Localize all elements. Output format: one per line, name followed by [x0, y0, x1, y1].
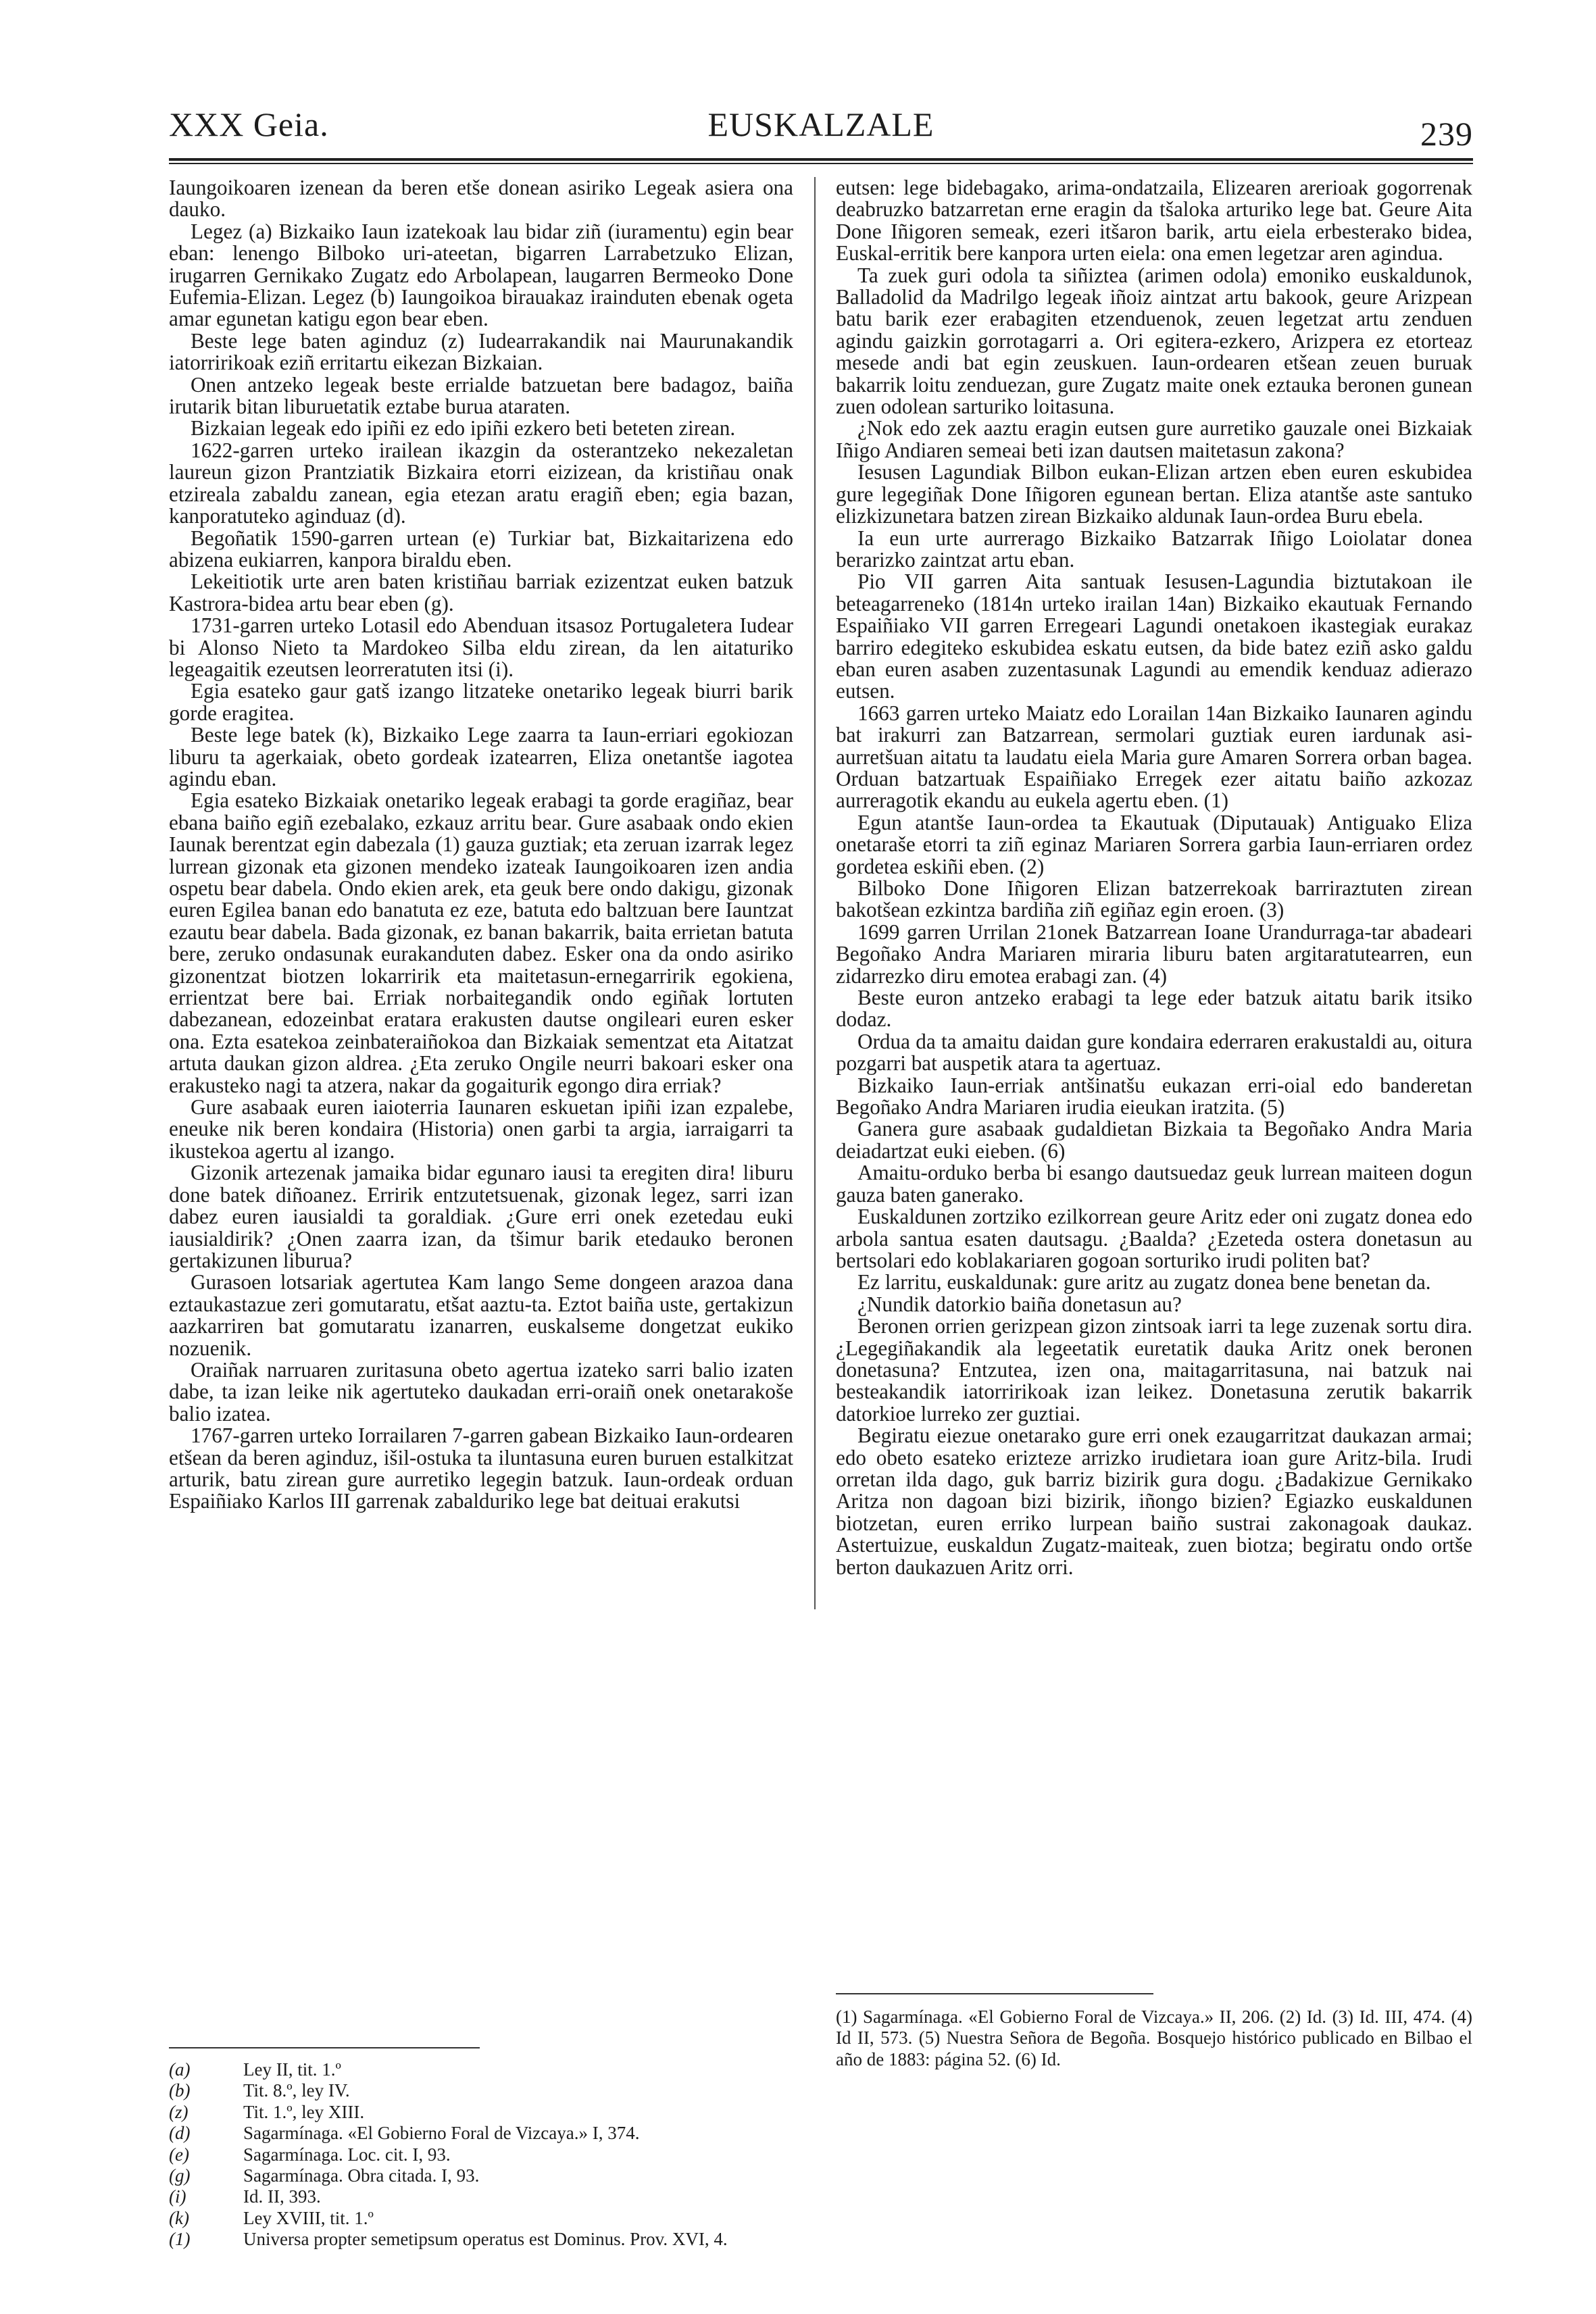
- footnote-mark: (i): [169, 2186, 186, 2207]
- paragraph: Egia esateko gaur gatš izango litzateke onetariko legeak biurri barik gorde eragitea.: [169, 679, 793, 725]
- footnote-text: Id. II, 393.: [243, 2186, 321, 2207]
- paragraph: Begiratu eiezue onetarako gure erri onek ezaugarritzat daukazan armai; edo obeto esateko erizteze arrizko irudietara ioan gure Aritz-bila. Irudi orretan ilda dago, guk barriz bizirik gura dogu. ¿Badakizue Gernikako Aritza non dagoan bizi bizirik, iñongo bizien? Egiazko euskaldunen biotzetan, euren erriko lurpean baiño sustrai zakonagoak daukaz. Astertuizue, euskaldun Zugatz-maiteak, zuen biotza; begiratu ondo ortše berton daukazuen Aritz orri.: [836, 1424, 1472, 1579]
- paragraph: Beste euron antzeko erabagi ta lege eder batzuk aitatu barik itsiko dodaz.: [836, 986, 1472, 1032]
- paragraph: Onen antzeko legeak beste errialde batzuetan bere badagoz, baiña irutarik bitan liburuetatik eztabe burua ataraten.: [169, 372, 793, 419]
- footnote-text: Ley XVIII, tit. 1.º: [243, 2207, 374, 2228]
- footnote: [169, 2208, 793, 2229]
- paragraph: Oraiñak narruaren zuritasuna obeto agertua izateko sarri balio izaten dabe, ta izan leike nik agertuteko daukadan erri-oraiñ onek onetarakoše balio izatea.: [169, 1357, 793, 1426]
- footnote-mark: (b): [169, 2080, 191, 2101]
- right-column: [836, 177, 1472, 1578]
- paragraph: 1699 garren Urrilan 21onek Batzarrean Ioane Urandurraga-tar abadeari Begoñako Andra Mariaren miraria liburu baten argitaratutearren, eun zidarrezko diru emotea erabagi zan. (4): [836, 920, 1472, 988]
- footnote-mark: (z): [169, 2101, 189, 2122]
- left-footnotes: [169, 2059, 793, 2250]
- footnote-text: Tit. 1.º, ley XIII.: [243, 2101, 365, 2122]
- paragraph: Beronen orrien gerizpean gizon zintsoak iarri ta lege zuzenak sortu dira. ¿Legegiñakandik ala legeetatik euretatik dauka Aritz onek beronen donetasuna? Entzutea, izen ona, maitagarritasuna, nai batzuk nai besteakandik iatorririkoak izan leikez. Donetasuna zerutik bakarrik datorkioe lurreko zer guztiai.: [836, 1314, 1472, 1426]
- paragraph: Bizkaian legeak edo ipiñi ez edo ipiñi ezkero beti beteten zirean.: [191, 416, 736, 441]
- paragraph: Iesusen Lagundiak Bilbon eukan-Elizan artzen eben euren eskubidea gure legegiñak Done Iñigoren egunean bertan. Eliza atantše aste santuko elizkizunetara batzen zirean Bizkaiko aldunak Iaun-ordea Buru ebela.: [836, 460, 1472, 528]
- footnote-text: Ley II, tit. 1.º: [243, 2059, 341, 2080]
- paragraph: 1731-garren urteko Lotasil edo Abenduan itsasoz Portugaletera Iudear bi Alonso Nieto ta Mardokeo Silba eldu zirean, da len aitaturiko legeagaitik ezeutsen leorreratuten itsi (i).: [169, 613, 793, 681]
- paragraph: Ez larritu, euskaldunak: gure aritz au zugatz donea bene benetan da.: [857, 1270, 1431, 1294]
- footnote: [169, 2165, 793, 2186]
- footnote-mark: (d): [169, 2123, 191, 2144]
- header-left: XXX Geia.: [169, 105, 329, 143]
- paragraph: Ganera gure asabaak gudaldietan Bizkaia ta Begoñako Andra Maria deiadartzat euki eieben. (6): [836, 1117, 1472, 1163]
- footnote-rule-left: [169, 2047, 480, 2048]
- paragraph: Egun atantše Iaun-ordea ta Ekautuak (Diputauak) Antiguako Eliza onetaraše etorri ta ziñ eginaz Mariaren Sorrera garbia Iaun-erriaren ordez gordetea eskiñi eben. (2): [836, 810, 1472, 878]
- footnote-mark: (k): [169, 2207, 189, 2228]
- footnote: [169, 2123, 793, 2144]
- footnote: [169, 2080, 793, 2101]
- paragraph: Beste lege baten aginduz (z) Iudearrakandik nai Maurunakandik iatorririkoak eziñ erritartu eikezan Bizkaian.: [169, 328, 793, 375]
- header-title: EUSKALZALE: [707, 105, 934, 143]
- footnote-rule-right: [836, 1993, 1153, 1994]
- paragraph: ¿Nundik datorkio baiña donetasun au?: [857, 1292, 1182, 1316]
- paragraph: Amaitu-orduko berba bi esango dautsuedaz geuk lurrean maiteen dogun gauza baten ganerako.: [836, 1161, 1472, 1207]
- paragraph: ¿Nok edo zek aaztu eragin eutsen gure aurretiko gauzale onei Bizkaiak Iñigo Andiaren semeai beti izan dautsen maitetasun zakona?: [836, 416, 1472, 462]
- paragraph: Begoñatik 1590-garren urtean (e) Turkiar bat, Bizkaitarizena edo abizena eukiarren, kanpora biraldu eben.: [169, 526, 793, 572]
- paragraph: Beste lege batek (k), Bizkaiko Lege zaarra ta Iaun-erriari egokiozan liburu ta agerkaiak, obeto gordeak izatearren, Eliza onetantše iagotea agindu eban.: [169, 723, 793, 790]
- paragraph: Legez (a) Bizkaiko Iaun izatekoak lau bidar ziñ (iuramentu) egin bear eban: lenengo Bilboko uri-ateetan, bigarren Larrabetzuko Elizan, irugarren Gernikako Zugatz edo Arbolapean, laugarren Bermeoko Done Eufemia-Elizan. Legez (b) Iaungoikoa birauakaz irainduten ebenak ogeta amar egunetan katigu egon bear eben.: [169, 219, 793, 331]
- paragraph: Pio VII garren Aita santuak Iesusen-Lagundia biztutakoan ile beteagarreneko (1814n urteko irailan 14an) Bizkaiko ekautuak Fernando Espaiñiako VII garren Erregeari Lagundi onetakoen ikastegiak eurakaz barriro edegiteko eskubidea eskatu eutsen, da bide batez eziñ asko galdu eban euren asaben zuzentasunak Lagundi au emendik kenduaz adierazo eutsen.: [836, 570, 1472, 703]
- paragraph: Egia esateko Bizkaiak onetariko legeak erabagi ta gorde eragiñaz, bear ebana baiño egiñ ezebalako, ezkauz arritu bear. Gure asabaak ondo ekien Iaunak berentzat egin dabezala (1) gauza guztiak; eta zeruan izarrak legez lurrean gizonak eta gizonen mendeko izateak Iaungoikoaren izen andia ospetu bear dabela. Ondo ekien arek, eta geuk bere ondo dakigu, gizonak euren Egilea banan edo banatuta ez eze, batuta edo baltzuan bere Iauntzat ezautu bear dabela. Bada gizonak, ez banan bakarrik, baita errietan batuta bere, zeruko ondasunak eurakanduten dabez. Esker ona da ondo asiriko gizonentzat biotzen lokarririk eta maitetasun-ernegarririk egokiena, errientzat bere bai. Erriak norbaitegandik ondo egiñak lortuten dabezanean, edozeinbat eratara erakusten dautse ongileari euren esker ona. Ezta esatekoa zeinbateraiñokoa dan Bizkaiak sementzat eta Aitatzat artuta daukan gizon aldrea. ¿Eta zeruko Ongile neurri bakoari esker ona erakusteko nagi ta atzera, nakar da gogaiturik egongo dira erriak?: [169, 788, 793, 1097]
- footnote-text: Universa propter semetipsum operatus est Dominus. Prov. XVI, 4.: [243, 2229, 728, 2250]
- footnote-mark: (e): [169, 2144, 189, 2165]
- footnote-mark: (1): [169, 2229, 191, 2250]
- paragraph: Ia eun urte aurrerago Bizkaiko Batzarrak Iñigo Loiolatar donea berarizko zaintzat artu eban.: [836, 526, 1472, 572]
- footnote: [169, 2102, 793, 2123]
- footnote-text: Sagarmínaga. Loc. cit. I, 93.: [243, 2144, 451, 2165]
- paragraph: Gure asabaak euren iaioterria Iaunaren eskuetan ipiñi izan ezpalebe, eneuke nik beren kondaira (Historia) onen garbi ta argia, iarraigarri ta ikustekoa agertu al izango.: [169, 1095, 793, 1163]
- paragraph: 1767-garren urteko Iorrailaren 7-garren gabean Bizkaiko Iaun-ordearen etšean da beren aginduz, išil-ostuka ta iluntasuna euren buruen estalkitzat arturik, batu zirean gure aurretiko legegin batzuk. Iaun-ordeak orduan Espaiñiako Karlos III garrenak zabalduriko lege bat deituai erakutsi: [169, 1424, 793, 1513]
- paragraph: Ta zuek guri odola ta siñiztea (arimen odola) emoniko euskaldunok, Balladolid da Madrilgo legeak iñoiz aintzat artu bakook, geure Arizpean batu barik ezer erabagiten etzenduenok, zeuen legetzat artu zenduen agindu gaizkin gorrotagarri a. Ori egitera-ezkero, Arizpera ez etorteaz mesede andi bat egin zeuskuen. Iaun-ordearen etšean zeuen buruak bakarrik loitu zenduezan, gure Zugatz maite onek eztauka beronen gunean zuen odolean sarturiko loitasuna.: [836, 263, 1472, 419]
- running-header: [169, 105, 1473, 159]
- paragraph: Ordua da ta amaitu daidan gure kondaira ederraren erakustaldi au, oitura pozgarri bat auspetik atara ta agertuaz.: [836, 1029, 1472, 1076]
- page-number: 239: [1420, 115, 1473, 153]
- header-rule-thick: [169, 158, 1473, 161]
- paragraph: Iaungoikoaren izenean da beren etše donean asiriko Legeak asiera ona dauko.: [169, 176, 793, 222]
- paragraph: Gizonik artezenak jamaika bidar egunaro iausi ta eregiten dira! liburu done batek diñoanez. Erririk entzutetsuenak, gizonak legez, sarri izan dabez euren iausialdi ta goraldiak. ¿Gure erri onek ezetedau euki iausialdirik? ¿Onen zaarra izan, da tšimur barik etedauko beronen gertakizunen liburua?: [169, 1161, 793, 1272]
- paragraph: Bilboko Done Iñigoren Elizan batzerrekoak barriraztuten zirean bakotšean ezkintza bardiña ziñ egiñaz egin eroen. (3): [836, 876, 1472, 922]
- paragraph: eutsen: lege bidebagako, arima-ondatzaila, Elizearen arerioak gogorrenak deabruzko batzarretan erne eragin da tšaloka arturiko lege bat. Geure Aita Done Iñigoren semeak, ezeri itšaron barik, artu eiela erbesterako bidea, Euskal-erritik bere kanpora urten eiela: ona emen legetzar aren agindua.: [836, 176, 1472, 266]
- footnote-text: (1) Sagarmínaga. «El Gobierno Foral de Vizcaya.» II, 206. (2) Id. (3) Id. III, 474. (4) Id II, 573. (5) Nuestra Señora de Begoña. Bosquejo histórico publicado en Bilbao el año de 1883: página 52. (6) Id.: [836, 2007, 1472, 2069]
- footnote-mark: (g): [169, 2165, 191, 2186]
- paragraph: 1663 garren urteko Maiatz edo Lorailan 14an Bizkaiko Iaunaren agindu bat irakurri zan Batzarrean, sermolari guztiak euren iardunak asi-aurretšuan aitatu ta laudatu eiela Maria gure Amaren Sorrera orban bagea. Orduan batzartuak Espaiñiako Erregek ezer aitatu baiño azkozaz aurreragotik ekandu au eukela agertu eben. (1): [836, 701, 1472, 813]
- paragraph: 1622-garren urteko irailean ikazgin da osterantzeko nekezaletan laureun gizon Prantziatik Bizkaira etorri eizizean, da kristiñau onak etzireala zabaldu zanean, egia etezan aratu eragiñ eben; egia bazan, kanporatuteko aginduaz (d).: [169, 438, 793, 528]
- footnote-mark: (a): [169, 2059, 191, 2080]
- footnote: [169, 2186, 793, 2207]
- footnote: [169, 2144, 793, 2165]
- right-footnotes: [836, 2007, 1472, 2070]
- footnote-text: Tit. 8.º, ley IV.: [243, 2080, 350, 2101]
- paragraph: Euskaldunen zortziko ezilkorrean geure Aritz eder oni zugatz donea edo arbola santua esaten dautsagu. ¿Baalda? ¿Ezeteda ostera donetasun au bertsolari edo koblakariaren gogoan sorturiko irudi politen bat?: [836, 1205, 1472, 1272]
- paragraph: Gurasoen lotsariak agertutea Kam lango Seme dongeen arazoa dana eztaukastazue zeri gomutaratu, etšat aaztu-ta. Eztot baiña uste, gertakizun aazkarriren bat gomutaratu izanarren, euskalseme dongetzat eukiko nozuenik.: [169, 1270, 793, 1360]
- header-rule-thin: [169, 163, 1473, 164]
- column-divider: [814, 177, 816, 1609]
- footnote: [169, 2059, 793, 2080]
- left-column: [169, 177, 793, 1513]
- paragraph: Lekeitiotik urte aren baten kristiñau barriak ezizentzat euken batzuk Kastrora-bidea artu bear eben (g).: [169, 570, 793, 615]
- footnote-text: Sagarmínaga. «El Gobierno Foral de Vizcaya.» I, 374.: [243, 2123, 640, 2144]
- footnote: [169, 2229, 793, 2250]
- paragraph: Bizkaiko Iaun-erriak antšinatšu eukazan erri-oial edo banderetan Begoñako Andra Mariaren irudia eieukan iratzita. (5): [836, 1073, 1472, 1120]
- footnote-text: Sagarmínaga. Obra citada. I, 93.: [243, 2165, 480, 2186]
